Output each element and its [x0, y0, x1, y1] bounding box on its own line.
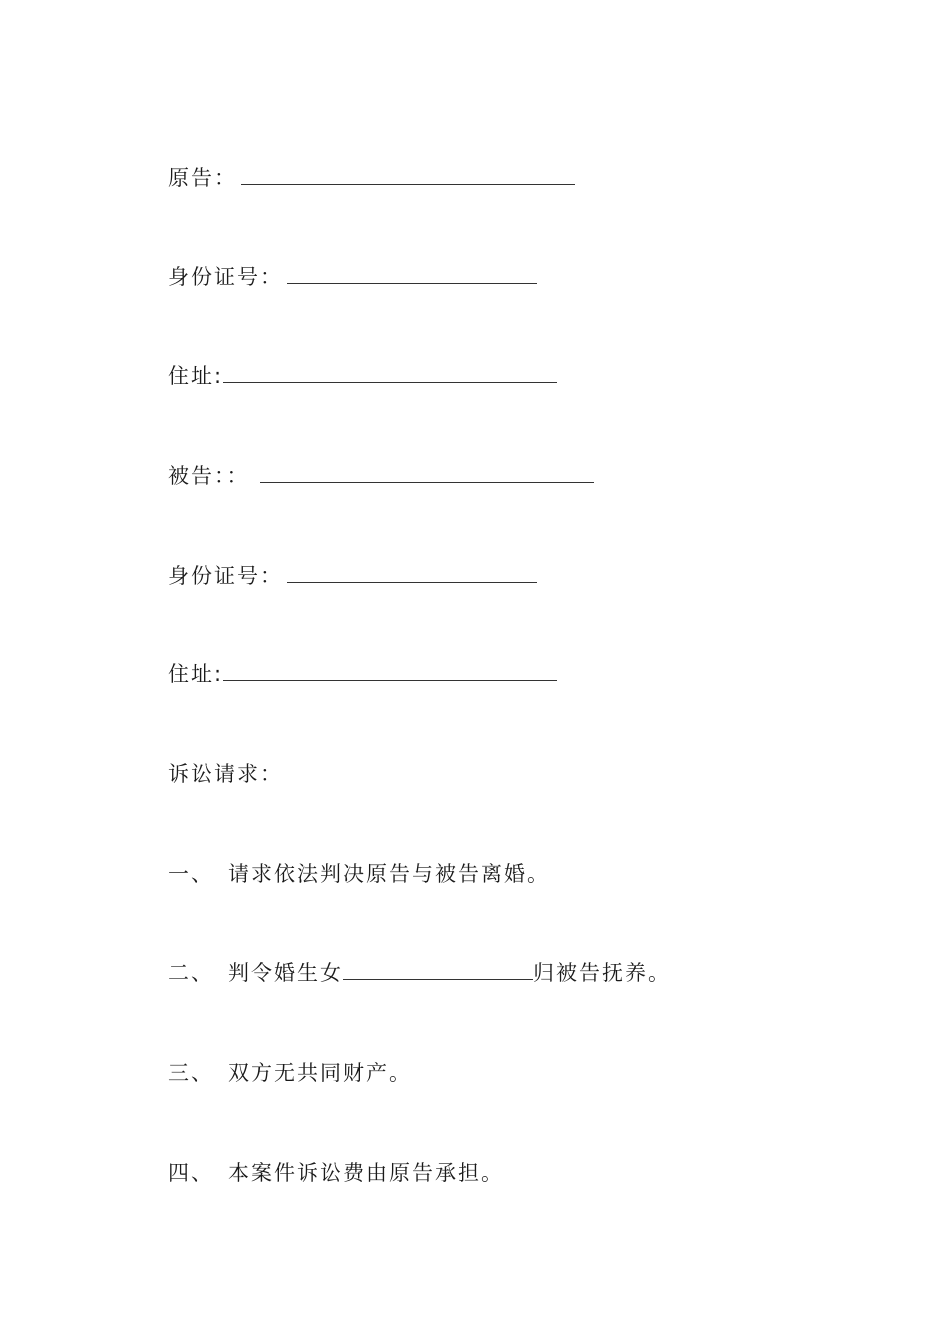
claim-text-before: 判令婚生女 [228, 961, 343, 985]
defendant-address-blank[interactable] [223, 660, 557, 681]
plaintiff-id-blank[interactable] [287, 263, 537, 284]
claim-text: 双方无共同财产。 [228, 1061, 412, 1085]
claim-item-4 [168, 1158, 504, 1188]
defendant-label: 被告：： [168, 464, 250, 488]
defendant-id-label: 身份证号： [168, 564, 283, 588]
defendant-id-line [168, 561, 537, 591]
plaintiff-address-blank[interactable] [223, 362, 557, 383]
plaintiff-address-line [168, 361, 557, 391]
plaintiff-line [168, 163, 575, 193]
defendant-line [168, 461, 594, 491]
defendant-address-label: 住址: [168, 662, 224, 686]
claims-heading: 诉讼请求： [168, 762, 283, 786]
claim-number: 一、 [168, 862, 214, 886]
claim-number: 四、 [168, 1161, 214, 1185]
daughter-name-blank[interactable] [343, 959, 533, 980]
defendant-name-blank[interactable] [260, 462, 594, 483]
claim-item-2 [168, 958, 671, 988]
defendant-address-line [168, 659, 557, 689]
plaintiff-id-line [168, 262, 537, 292]
claim-item-1 [168, 859, 550, 889]
claim-text-after: 归被告抚养。 [533, 961, 671, 985]
defendant-id-blank[interactable] [287, 562, 537, 583]
plaintiff-address-label: 住址: [168, 364, 224, 388]
plaintiff-name-blank[interactable] [241, 164, 575, 185]
claim-number: 三、 [168, 1061, 214, 1085]
claim-item-3 [168, 1058, 412, 1088]
claim-number: 二、 [168, 961, 214, 985]
claim-text: 请求依法判决原告与被告离婚。 [228, 862, 550, 886]
plaintiff-id-label: 身份证号： [168, 265, 283, 289]
claim-text: 本案件诉讼费由原告承担。 [228, 1161, 504, 1185]
plaintiff-label: 原告： [168, 166, 237, 190]
